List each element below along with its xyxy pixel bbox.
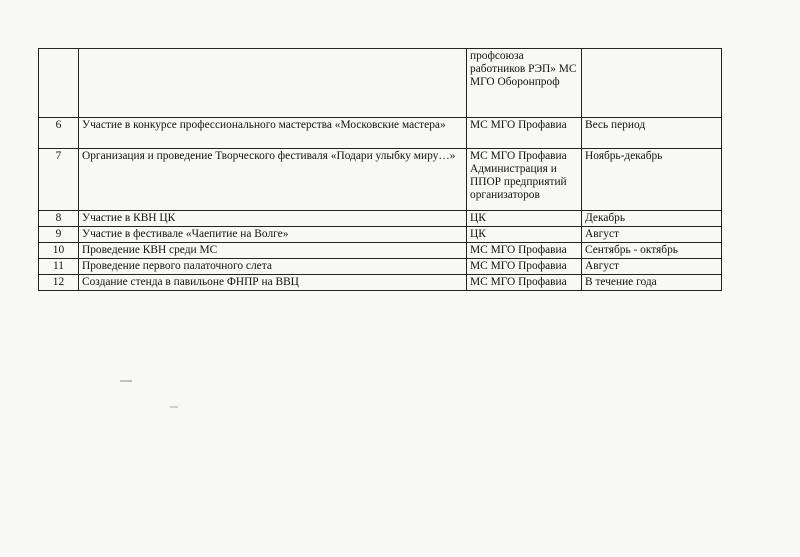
table-row <box>39 118 722 149</box>
organizer-cell: МС МГО Профавиа <box>467 259 582 275</box>
organizer-cell: МС МГО Профавиа Администрация и ППОР предприятий организаторов <box>467 149 582 211</box>
row-number-cell: 12 <box>39 275 79 291</box>
row-number-cell: 9 <box>39 227 79 243</box>
organizer-cell: МС МГО Профавиа <box>467 275 582 291</box>
table-row <box>39 275 722 291</box>
date-cell: Август <box>582 227 722 243</box>
date-cell: Сентябрь - октябрь <box>582 243 722 259</box>
scan-speck <box>120 380 132 382</box>
date-cell: Ноябрь-декабрь <box>582 149 722 211</box>
table-row <box>39 149 722 211</box>
row-number-cell: 7 <box>39 149 79 211</box>
organizer-cell: ЦК <box>467 211 582 227</box>
organizer-cell: профсоюза работников РЭП» МС МГО Оборонпроф <box>467 49 582 118</box>
table-row <box>39 227 722 243</box>
date-cell <box>582 49 722 118</box>
date-cell: В течение года <box>582 275 722 291</box>
events-table-wrapper <box>38 48 721 291</box>
event-name-cell: Проведение КВН среди МС <box>79 243 467 259</box>
organizer-cell: ЦК <box>467 227 582 243</box>
event-name-cell: Участие в фестивале «Чаепитие на Волге» <box>79 227 467 243</box>
row-number-cell: 10 <box>39 243 79 259</box>
date-cell: Весь период <box>582 118 722 149</box>
row-number-cell <box>39 49 79 118</box>
row-number-cell: 11 <box>39 259 79 275</box>
event-name-cell: Участие в конкурсе профессионального мастерства «Московские мастера» <box>79 118 467 149</box>
event-name-cell: Организация и проведение Творческого фестиваля «Подари улыбку миру…» <box>79 149 467 211</box>
event-name-cell <box>79 49 467 118</box>
row-number-cell: 8 <box>39 211 79 227</box>
table-row <box>39 211 722 227</box>
event-name-cell: Создание стенда в павильоне ФНПР на ВВЦ <box>79 275 467 291</box>
table-row <box>39 243 722 259</box>
scan-speck <box>170 406 178 408</box>
table-row <box>39 49 722 118</box>
events-table <box>38 48 722 291</box>
table-row <box>39 259 722 275</box>
event-name-cell: Участие в КВН ЦК <box>79 211 467 227</box>
organizer-cell: МС МГО Профавиа <box>467 118 582 149</box>
row-number-cell: 6 <box>39 118 79 149</box>
date-cell: Декабрь <box>582 211 722 227</box>
date-cell: Август <box>582 259 722 275</box>
organizer-cell: МС МГО Профавиа <box>467 243 582 259</box>
event-name-cell: Проведение первого палаточного слета <box>79 259 467 275</box>
